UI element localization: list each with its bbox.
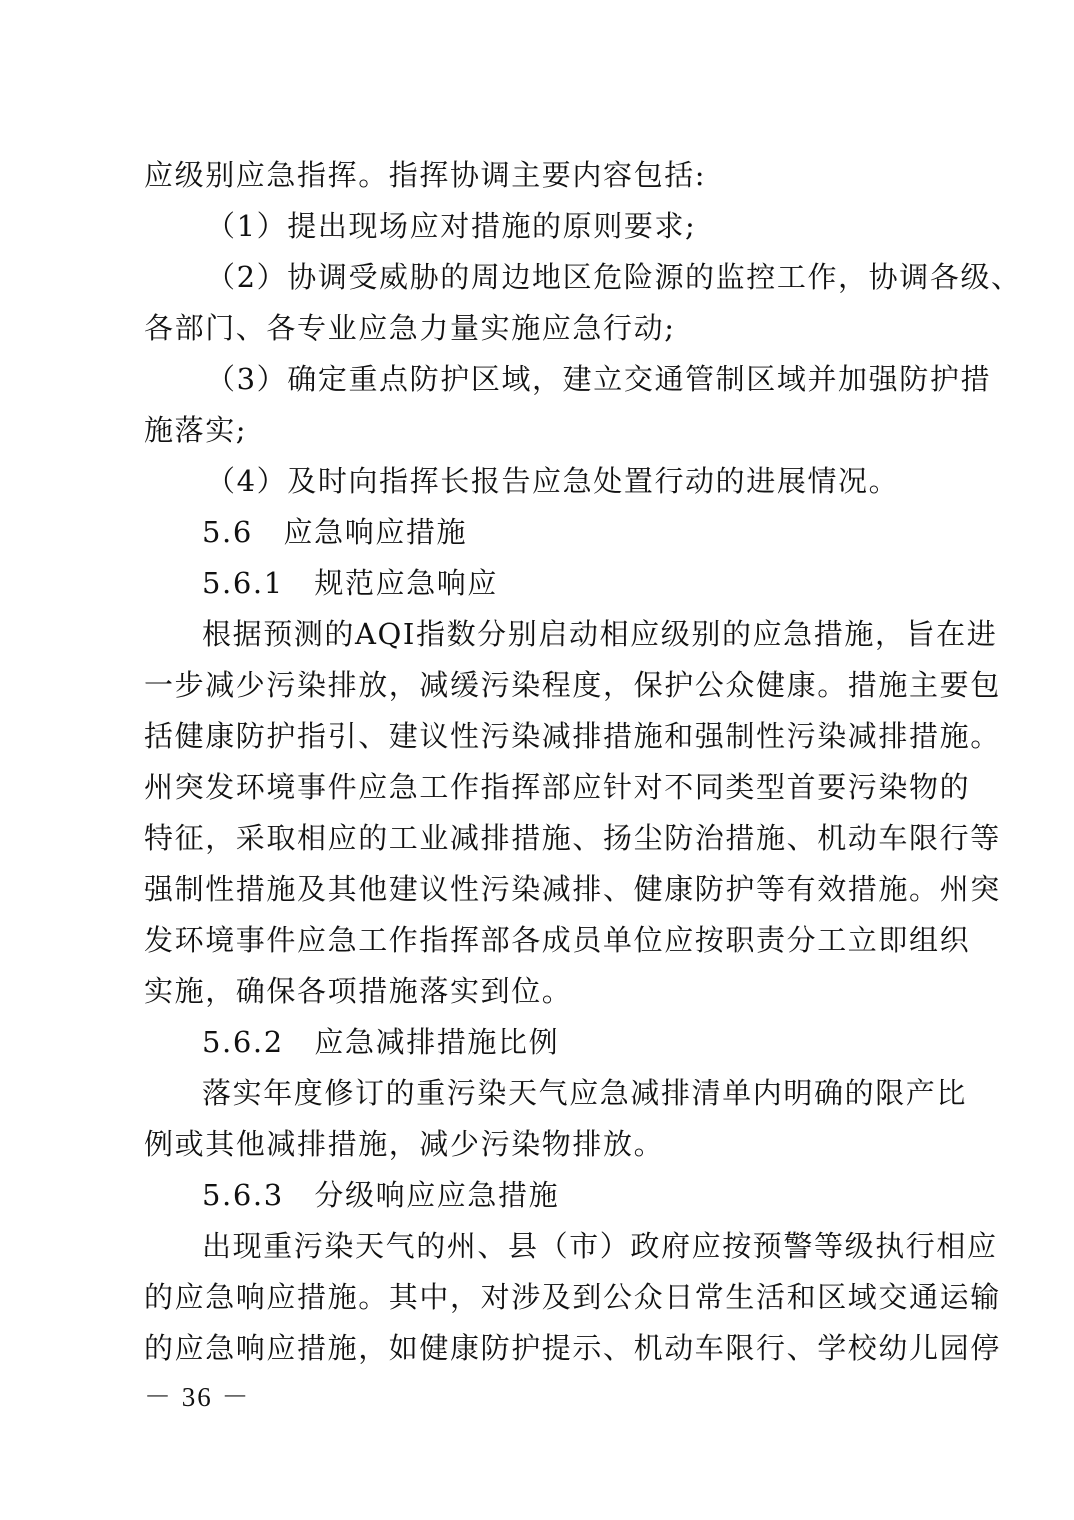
list-item-4: （4）及时向指挥长报告应急处置行动的进展情况。 [206, 464, 900, 498]
paragraph-line: 各部门、各专业应急力量实施应急行动; [144, 311, 676, 345]
list-item-2: （2）协调受威胁的周边地区危险源的监控工作，协调各级、 [206, 260, 1022, 294]
section-heading-5-6: 5.6 应急响应措施 [202, 515, 468, 549]
paragraph-line: 落实年度修订的重污染天气应急减排清单内明确的限产比 [202, 1076, 968, 1110]
paragraph-line: 发环境事件应急工作指挥部各成员单位应按职责分工立即组织 [144, 923, 971, 957]
paragraph-line: 括健康防护指引、建议性污染减排措施和强制性污染减排措施。 [144, 719, 1001, 753]
paragraph-line: 的应急响应措施。其中，对涉及到公众日常生活和区域交通运输 [144, 1280, 1001, 1314]
page-number: － 36 － [144, 1382, 251, 1412]
paragraph-line: 根据预测的AQI指数分别启动相应级别的应急措施，旨在进 [202, 617, 998, 651]
paragraph-line: 例或其他减排措施，减少污染物排放。 [144, 1127, 665, 1161]
paragraph-line: 州突发环境事件应急工作指挥部应针对不同类型首要污染物的 [144, 770, 971, 804]
list-item-3: （3）确定重点防护区域，建立交通管制区域并加强防护措 [206, 362, 992, 396]
paragraph-line: 特征，采取相应的工业减排措施、扬尘防治措施、机动车限行等 [144, 821, 1001, 855]
paragraph-line: 应级别应急指挥。指挥协调主要内容包括: [144, 158, 707, 192]
paragraph-line: 施落实; [144, 413, 248, 447]
paragraph-line: 实施，确保各项措施落实到位。 [144, 974, 573, 1008]
section-heading-5-6-2: 5.6.2 应急减排措施比例 [202, 1025, 560, 1059]
section-heading-5-6-1: 5.6.1 规范应急响应 [202, 566, 498, 600]
paragraph-line: 的应急响应措施，如健康防护提示、机动车限行、学校幼儿园停 [144, 1331, 1001, 1365]
section-heading-5-6-3: 5.6.3 分级响应应急措施 [202, 1178, 560, 1212]
paragraph-line: 强制性措施及其他建议性污染减排、健康防护等有效措施。州突 [144, 872, 1001, 906]
list-item-1: （1）提出现场应对措施的原则要求; [206, 209, 697, 243]
paragraph-line: 出现重污染天气的州、县（市）政府应按预警等级执行相应 [202, 1229, 998, 1263]
paragraph-line: 一步减少污染排放，减缓污染程度，保护公众健康。措施主要包 [144, 668, 1001, 702]
